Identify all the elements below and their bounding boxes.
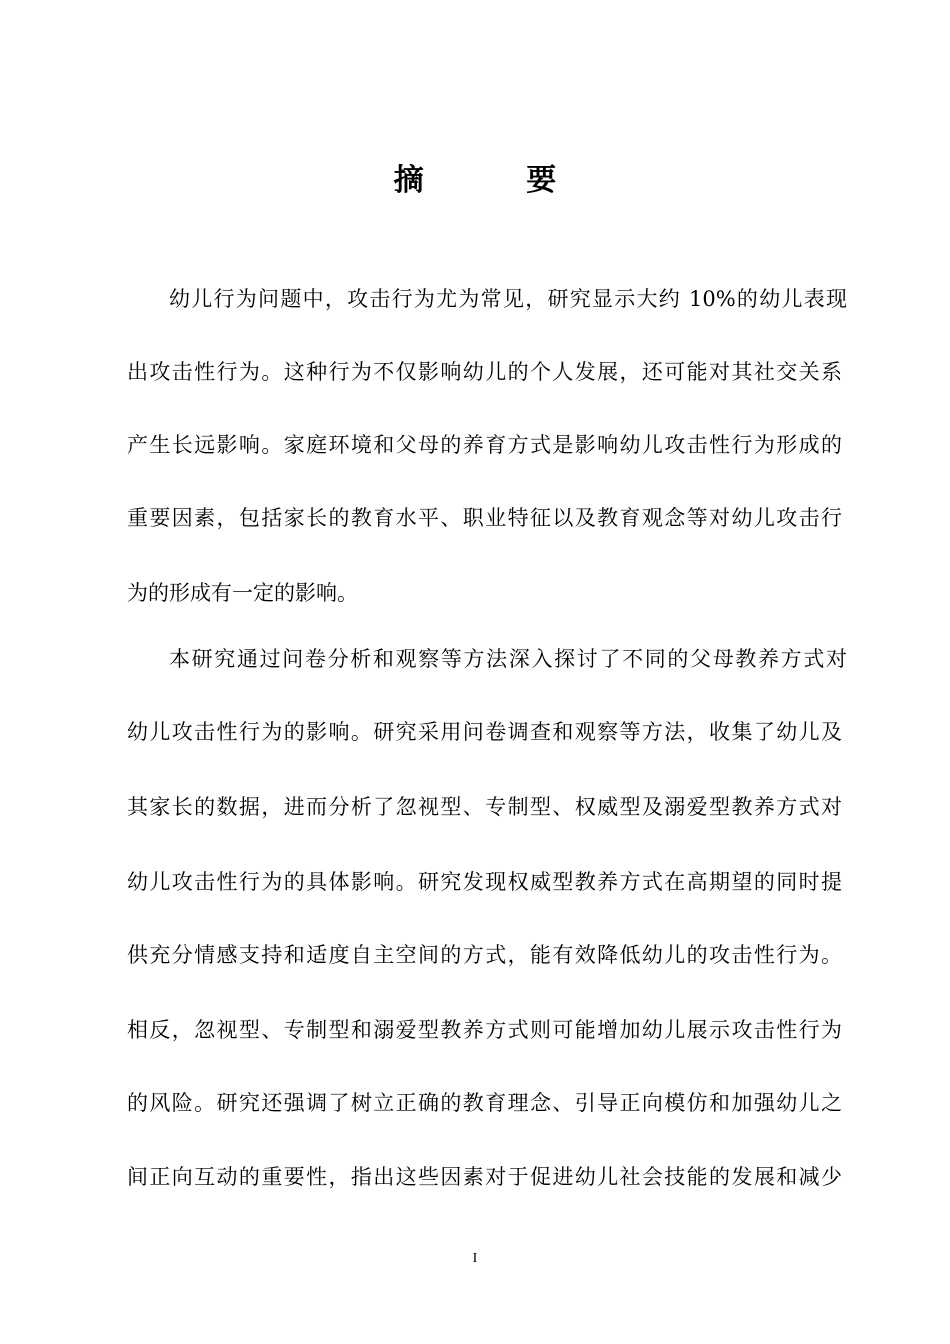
paragraph-line: 产生长远影响。家庭环境和父母的养育方式是影响幼儿攻击性行为形成的 (127, 433, 842, 457)
paragraph-line: 本研究通过问卷分析和观察等方法深入探讨了不同的父母教养方式对 (169, 647, 847, 671)
paragraph-line: 供充分情感支持和适度自主空间的方式，能有效降低幼儿的攻击性行为。 (127, 943, 842, 967)
paragraph-line: 幼儿攻击性行为的具体影响。研究发现权威型教养方式在高期望的同时提 (127, 870, 842, 894)
page-number: I (472, 1251, 478, 1266)
paragraph-line: 出攻击性行为。这种行为不仅影响幼儿的个人发展，还可能对其社交关系 (127, 360, 842, 384)
page-title: 摘 要 (393, 163, 603, 198)
paragraph-line: 间正向互动的重要性，指出这些因素对于促进幼儿社会技能的发展和减少 (127, 1165, 842, 1189)
paragraph-line: 其家长的数据，进而分析了忽视型、专制型、权威型及溺爱型教养方式对 (127, 795, 842, 819)
paragraph-line: 相反，忽视型、专制型和溺爱型教养方式则可能增加幼儿展示攻击性行为 (127, 1018, 842, 1042)
paragraph-line: 重要因素，包括家长的教育水平、职业特征以及教育观念等对幼儿攻击行 (127, 506, 842, 530)
paragraph-line: 的风险。研究还强调了树立正确的教育理念、引导正向模仿和加强幼儿之 (127, 1091, 842, 1115)
paragraph-line: 幼儿攻击性行为的影响。研究采用问卷调查和观察等方法，收集了幼儿及 (127, 720, 842, 744)
paragraph-line: 幼儿行为问题中，攻击行为尤为常见，研究显示大约 10%的幼儿表现 (169, 287, 847, 311)
paragraph-line: 为的形成有一定的影响。 (127, 581, 358, 605)
